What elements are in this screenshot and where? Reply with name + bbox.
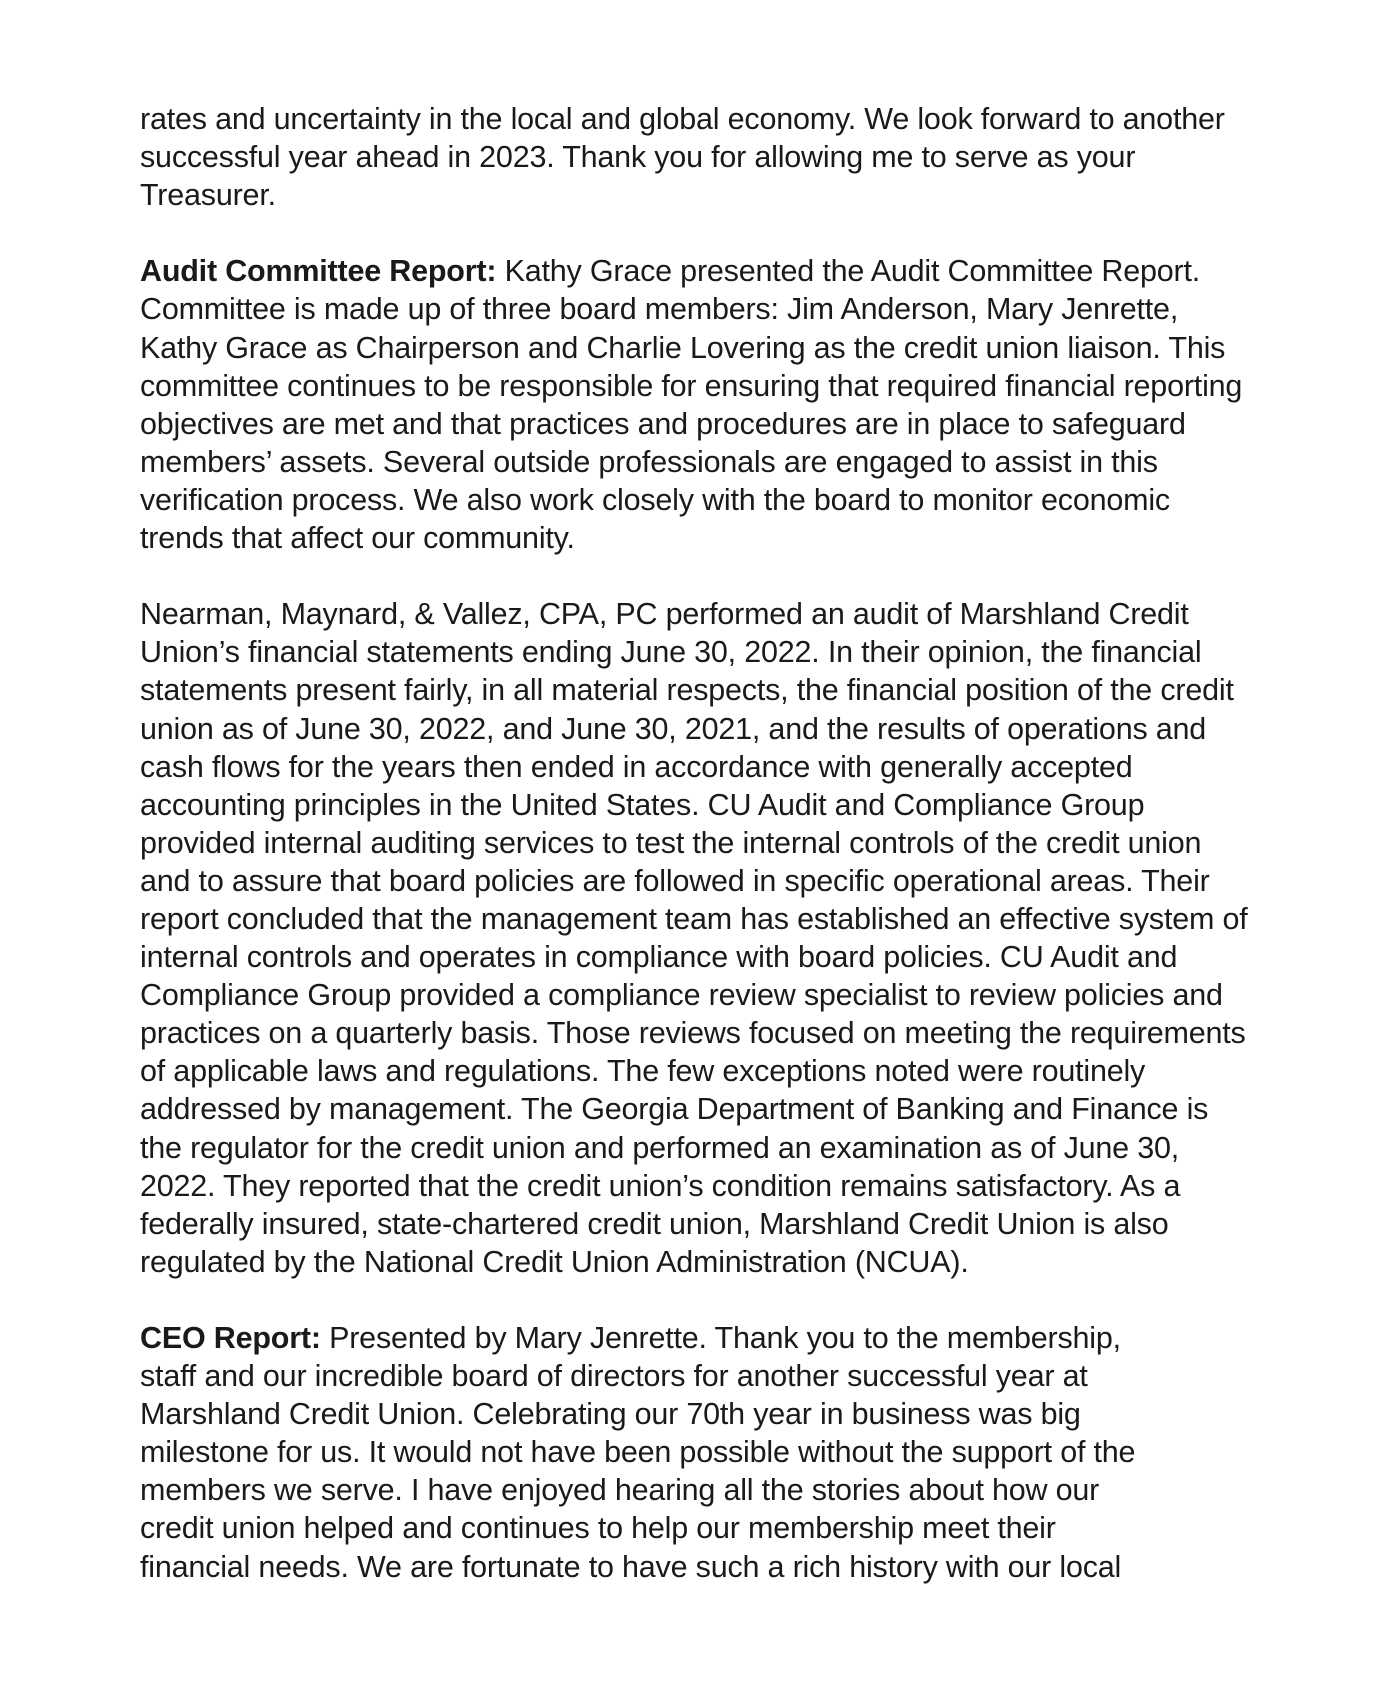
audit-committee-report-paragraph bbox=[140, 252, 1243, 557]
section-heading-ceo-report: CEO Report: bbox=[140, 1321, 321, 1355]
text-line: committee continues to be responsible for ensuring that required financial reporting bbox=[140, 368, 1243, 403]
text-line: Nearman, Maynard, & Vallez, CPA, PC performed an audit of Marshland Credit bbox=[140, 597, 1189, 632]
audit-details-paragraph bbox=[140, 595, 1248, 1281]
text-line: federally insured, state-chartered credit union, Marshland Credit Union is also bbox=[140, 1206, 1169, 1241]
text-line: members we serve. I have enjoyed hearing all the stories about how our bbox=[140, 1473, 1100, 1508]
document-page bbox=[140, 100, 1248, 1586]
text-line: Marshland Credit Union. Celebrating our 70th year in business was big bbox=[140, 1397, 1081, 1432]
text-line: members’ assets. Several outside professionals are engaged to assist in this bbox=[140, 444, 1158, 479]
text-line: and to assure that board policies are followed in specific operational areas. Their bbox=[140, 863, 1210, 898]
text-line: Treasurer. bbox=[140, 178, 276, 213]
text-line: regulated by the National Credit Union Administration (NCUA). bbox=[140, 1244, 969, 1279]
text-line: addressed by management. The Georgia Department of Banking and Finance is bbox=[140, 1092, 1209, 1127]
text-line: internal controls and operates in compliance with board policies. CU Audit and bbox=[140, 940, 1178, 975]
text-line: milestone for us. It would not have been possible without the support of the bbox=[140, 1435, 1136, 1470]
text-line: provided internal auditing services to test the internal controls of the credit union bbox=[140, 825, 1202, 860]
text-line: report concluded that the management team has established an effective system of bbox=[140, 901, 1248, 936]
text-line: rates and uncertainty in the local and global economy. We look forward to another bbox=[140, 102, 1225, 136]
text-line: financial needs. We are fortunate to have such a rich history with our local bbox=[140, 1549, 1122, 1584]
text-line: verification process. We also work closely with the board to monitor economic bbox=[140, 482, 1170, 517]
text-line: credit union helped and continues to help our membership meet their bbox=[140, 1511, 1056, 1546]
text-line bbox=[140, 1319, 1200, 1357]
text-line bbox=[140, 252, 1200, 290]
text-line: statements present fairly, in all material respects, the financial position of the credit bbox=[140, 673, 1234, 708]
text-line: 2022. They reported that the credit union’s condition remains satisfactory. As a bbox=[140, 1168, 1181, 1203]
text-line: the regulator for the credit union and performed an examination as of June 30, bbox=[140, 1130, 1180, 1165]
text-line: accounting principles in the United States. CU Audit and Compliance Group bbox=[140, 787, 1145, 822]
text-line: trends that affect our community. bbox=[140, 521, 575, 556]
text-line: successful year ahead in 2023. Thank you for allowing me to serve as your bbox=[140, 140, 1136, 175]
text-line: cash flows for the years then ended in accordance with generally accepted bbox=[140, 749, 1133, 784]
text-fragment: Kathy Grace presented the Audit Committee Report. bbox=[496, 254, 1201, 289]
text-line: union as of June 30, 2022, and June 30, 2021, and the results of operations and bbox=[140, 711, 1207, 746]
treasurer-report-closing-paragraph bbox=[140, 100, 1225, 214]
text-line: practices on a quarterly basis. Those reviews focused on meeting the requirements bbox=[140, 1016, 1246, 1051]
text-line: Union’s financial statements ending June 30, 2022. In their opinion, the financial bbox=[140, 635, 1202, 670]
text-line: objectives are met and that practices and procedures are in place to safeguard bbox=[140, 406, 1186, 441]
text-line: Compliance Group provided a compliance review specialist to review policies and bbox=[140, 978, 1223, 1013]
text-line: of applicable laws and regulations. The few exceptions noted were routinely bbox=[140, 1054, 1146, 1089]
section-heading-audit-committee-report: Audit Committee Report: bbox=[140, 254, 497, 289]
text-line: staff and our incredible board of directors for another successful year at bbox=[140, 1359, 1088, 1394]
text-line: Kathy Grace as Chairperson and Charlie Lovering as the credit union liaison. This bbox=[140, 330, 1226, 365]
ceo-report-paragraph bbox=[140, 1319, 1200, 1586]
text-fragment: Presented by Mary Jenrette. Thank you to the membership, bbox=[320, 1321, 1121, 1355]
text-line: Committee is made up of three board members: Jim Anderson, Mary Jenrette, bbox=[140, 292, 1179, 327]
